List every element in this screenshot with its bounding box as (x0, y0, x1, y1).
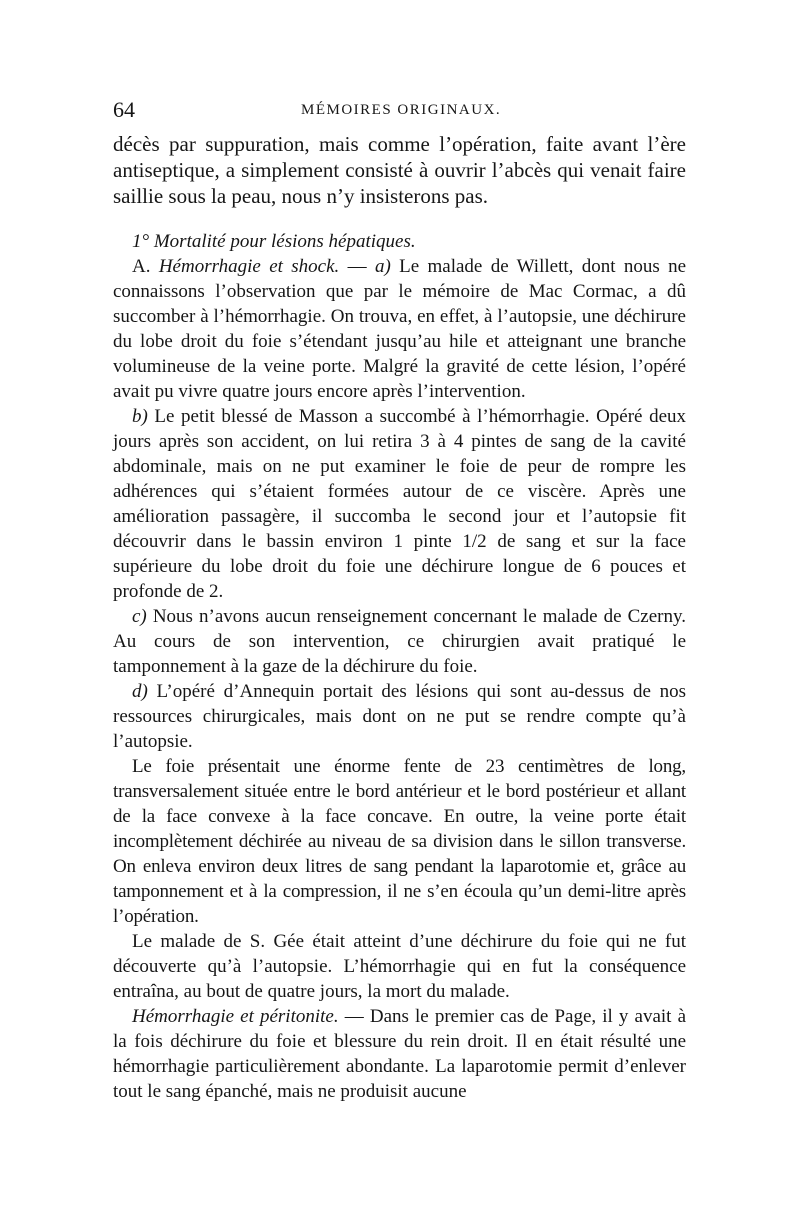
paragraph-page (113, 1004, 686, 1104)
paragraph-c (113, 604, 686, 679)
subsection-heading: Hémorrhagie et shock. (158, 256, 340, 277)
subsection-heading-peritonite: Hémorrhagie et péritonite. (132, 1006, 339, 1027)
page-header (113, 97, 688, 127)
item-label-b: b) (132, 406, 148, 427)
paragraph-page-text: Dans le premier cas de Page, il y avait à la fois déchirure du foie et blessure du rein droit. Il en était résulté une hémorrhagie particulièrement abondante. La laparotomie permit d’enlever tout le sang épanché, mais ne produisit aucune (113, 1006, 687, 1102)
section-title (113, 229, 686, 254)
paragraph-d (113, 679, 686, 754)
paragraph-a (113, 254, 686, 404)
section-gap (113, 209, 686, 229)
paragraph-continuation: décès par suppuration, mais comme l’opération, faite avant l’ère antiseptique, a simplement consisté à ouvrir l’abcès qui venait faire saillie sous la peau, nous n’y insisterons pas. (113, 132, 686, 208)
item-label-a: a) (374, 256, 391, 277)
page-body (113, 131, 686, 1104)
paragraph-d-text: L’opéré d’Annequin portait des lésions qui sont au-dessus de nos ressources chirurgicales, mais dont on ne put se rendre compte qu’à l’autopsie. (113, 681, 686, 752)
subsection-label: A. (132, 256, 151, 277)
paragraph-b-text: Le petit blessé de Masson a succombé à l’hémorrhagie. Opéré deux jours après son accident, on lui retira 3 à 4 pintes de sang de la cavité abdominale, mais on ne put examiner le foie de peur de rompre les adhérences qui s’étaient formées autour de ce viscère. Après une amélioration passagère, il succomba le second jour et l’autopsie fit découvrir dans le bassin environ 1 pinte 1/2 de sang et sur la face supérieure du lobe droit du foie une déchirure longue de 6 pouces et profonde de 2. (113, 406, 686, 602)
paragraph-c-text: Nous n’avons aucun renseignement concernant le malade de Czerny. Au cours de son intervention, ce chirurgien avait pratiqué le tamponnement à la gaze de la déchirure du foie. (113, 606, 686, 677)
heading-dash: — (339, 256, 375, 277)
heading-dash-2: — (338, 1006, 370, 1027)
paragraph-foie: Le foie présentait une énorme fente de 23 centimètres de long, transversalement située entre le bord antérieur et le bord postérieur et allant de la face convexe à la face concave. En outre, la veine porte était incomplètement déchirée au niveau de sa division dans le sillon transverse. On enleva environ deux litres de sang pendant la laparotomie et, grâce au tamponnement et à la compression, il ne s’en écoula qu’un demi-litre après l’opération. (113, 756, 686, 927)
running-title: MÉMOIRES ORIGINAUX. (301, 102, 502, 118)
paragraph-gee: Le malade de S. Gée était atteint d’une déchirure du foie qui ne fut découverte qu’à l’autopsie. L’hémorrhagie qui en fut la conséquence entraîna, au bout de quatre jours, la mort du malade. (113, 931, 686, 1002)
page-number: 64 (113, 97, 135, 122)
section-title-text: 1° Mortalité pour lésions hépatiques. (132, 231, 416, 252)
item-label-d: d) (132, 681, 148, 702)
item-label-c: c) (132, 606, 147, 627)
paragraph-a-text: Le malade de Willett, dont nous ne connaissons l’observation que par le mémoire de Mac Cormac, a dû succomber à l’hémorrhagie. On trouva, en effet, à l’autopsie, une déchirure du lobe droit du foie s’étendant jusqu’au hile et atteignant une branche volumineuse de la veine porte. Malgré la gravité de cette lésion, l’opéré avait pu vivre quatre jours encore après l’intervention. (113, 256, 687, 402)
paragraph-b (113, 404, 686, 604)
